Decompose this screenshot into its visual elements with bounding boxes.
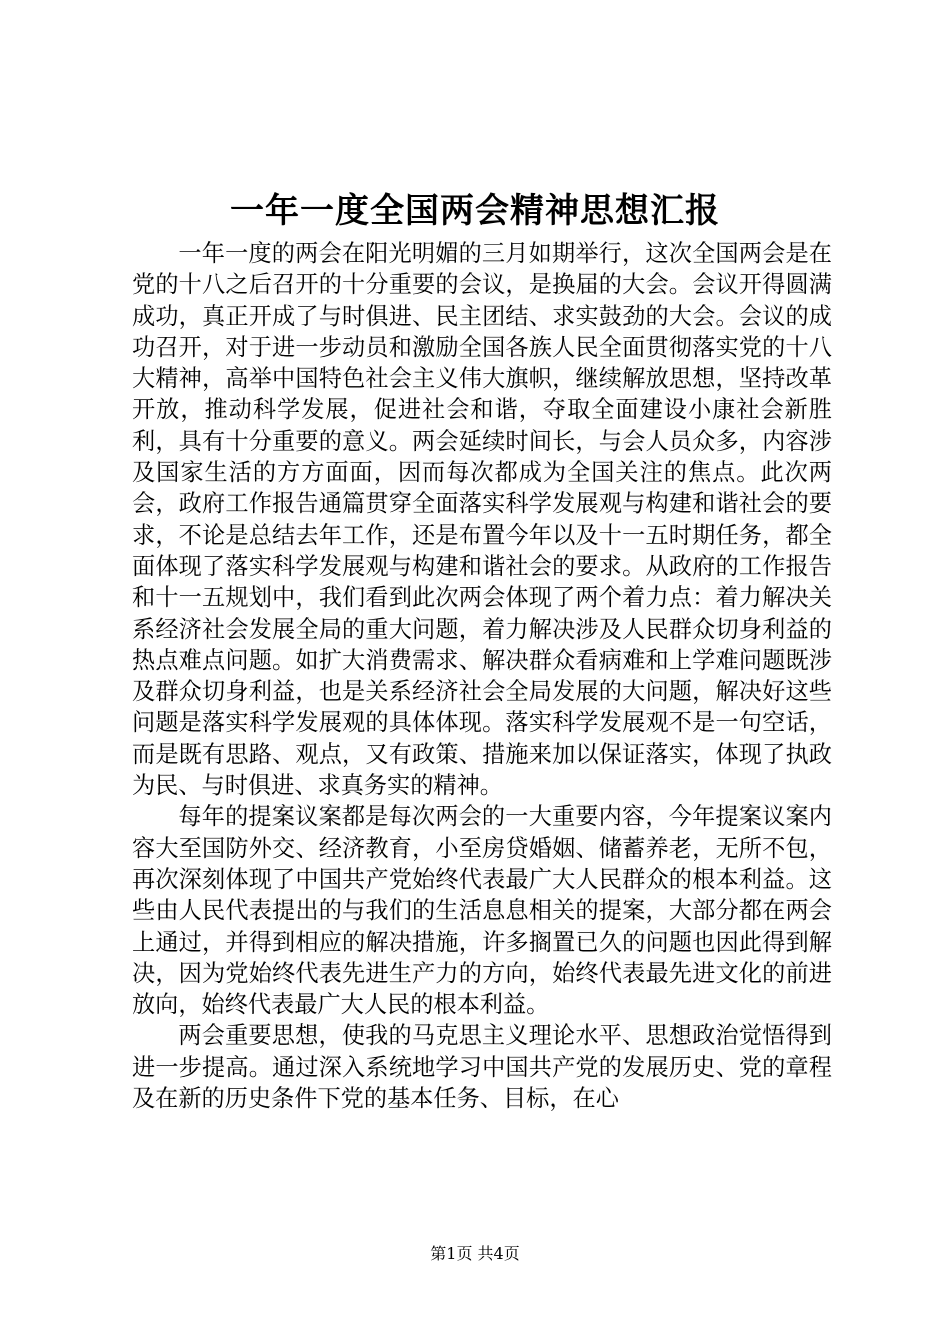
document-title: 一年一度全国两会精神思想汇报 — [230, 191, 720, 231]
paragraph-3: 两会重要思想，使我的马克思主义理论水平、思想政治觉悟得到进一步提高。通过深入系统地学习中国共产党的发展历史、党的章程及在新的历史条件下党的基本任务、目标，在心 — [132, 1022, 832, 1113]
paragraph-2: 每年的提案议案都是每次两会的一大重要内容，今年提案议案内容大至国防外交、经济教育，小至房贷婚姻、储蓄养老，无所不包，再次深刻体现了中国共产党始终代表最广大人民群众的根本利益。这些由人民代表提出的与我们的生活息息相关的提案，大部分都在两会上通过，并得到相应的解决措施，许多搁置已久的问题也因此得到解决，因为党始终代表先进生产力的方向，始终代表最先进文化的前进放向，始终代表最广大人民的根本利益。 — [132, 803, 832, 1019]
paragraph-1: 一年一度的两会在阳光明媚的三月如期举行，这次全国两会是在党的十八之后召开的十分重要的会议，是换届的大会。会议开得圆满成功，真正开成了与时俱进、民主团结、求实鼓劲的大会。会议的成功召开，对于进一步动员和激励全国各族人民全面贯彻落实党的十八大精神，高举中国特色社会主义伟大旗帜，继续解放思想，坚持改革开放，推动科学发展，促进社会和谐，夺取全面建设小康社会新胜利，具有十分重要的意义。两会延续时间长，与会人员众多，内容涉及国家生活的方方面面，因而每次都成为全国关注的焦点。此次两会，政府工作报告通篇贯穿全面落实科学发展观与构建和谐社会的要求，不论是总结去年工作，还是布置今年以及十一五时期任务，都全面体现了落实科学发展观与构建和谐社会的要求。从政府的工作报告和十一五规划中，我们看到此次两会体现了两个着力点：着力解决关系经济社会发展全局的重大问题，着力解决涉及人民群众切身利益的热点难点问题。如扩大消费需求、解决群众看病难和上学难问题既涉及群众切身利益，也是关系经济社会全局发展的大问题，解决好这些问题是落实科学发展观的具体体现。落实科学发展观不是一句空话，而是既有思路、观点，又有政策、措施来加以保证落实，体现了执政为民、与时俱进、求真务实的精神。 — [132, 240, 832, 800]
page-footer: 第1页 共4页 — [430, 1244, 520, 1263]
document-body — [132, 238, 832, 1114]
